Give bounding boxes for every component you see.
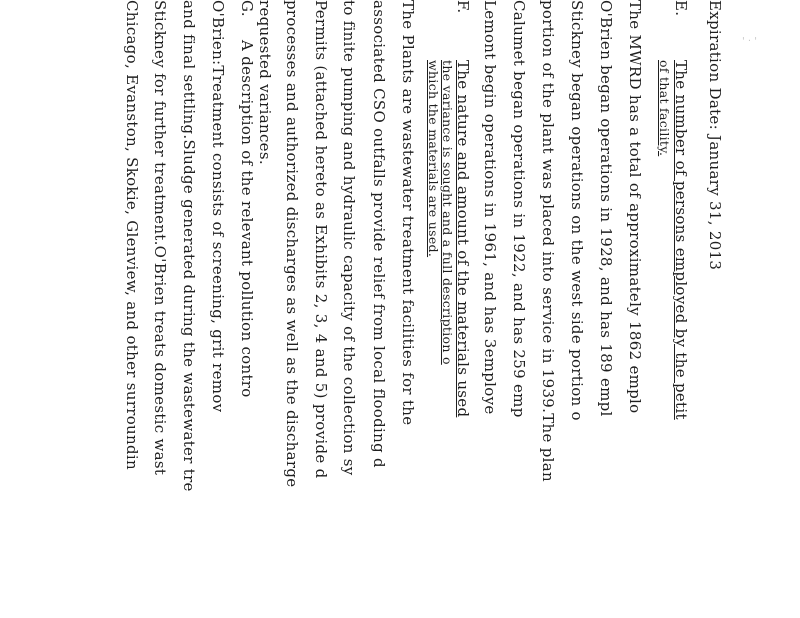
section-f-letter: F. bbox=[454, 0, 472, 14]
section-e-heading-line-1: The number of persons employed by the petit bbox=[672, 60, 690, 420]
section-e-heading-line-2: of that facility. bbox=[657, 60, 672, 157]
section-f-heading-line-1: The nature and amount of the materials used bbox=[454, 60, 472, 418]
para-f-line-5: processes and authorized discharges as well as the discharge bbox=[283, 0, 301, 488]
para-g-line-3: Stickney for further treatment.O'Brien treats domestic wast bbox=[151, 0, 169, 476]
para-e-line-6: Lemont begin operations in 1961, and has 3employe bbox=[481, 0, 499, 415]
para-e-line-2: O'Brien began operations in 1928, and has 189 empl bbox=[597, 0, 615, 417]
para-e-line-1: The MWRD has a total of approximately 1862 emplo bbox=[626, 0, 644, 414]
para-g-line-1: O'Brien:Treatment consists of screening, grit remov bbox=[209, 0, 227, 413]
para-g-line-2: and final settling.Sludge generated during the wastewater tre bbox=[180, 0, 198, 492]
para-e-line-5: Calumet began operations in 1922, and has 259 emp bbox=[510, 0, 528, 418]
para-f-line-1: The Plants are wastewater treatment facilities for the bbox=[399, 0, 417, 426]
para-f-line-6: requested variances. bbox=[256, 0, 274, 165]
section-g-heading: A description of the relevant pollution contro bbox=[238, 40, 256, 398]
para-f-line-2: associated CSO outfalls provide relief from local flooding d bbox=[370, 0, 388, 468]
para-f-line-4: Permits (attached hereto as Exhibits 2, 3, 4 and 5) provide d bbox=[312, 0, 330, 479]
section-g-letter: G. bbox=[238, 0, 256, 17]
para-g-line-4: Chicago, Evanston, Skokie, Glenview, and other surroundin bbox=[123, 0, 141, 470]
section-f-heading-line-2: the variance is sought and a full description o bbox=[440, 60, 455, 365]
scan-artifact bbox=[742, 36, 760, 48]
expiration-date: Expiration Date: January 31, 2013 bbox=[706, 0, 724, 271]
para-f-line-3: to finite pumping and hydraulic capacity of the collection sy bbox=[340, 0, 358, 476]
section-f-heading-line-3: which the materials are used. bbox=[426, 60, 441, 258]
section-e-letter: E. bbox=[672, 0, 690, 17]
para-e-line-3: Stickney began operations on the west side portion o bbox=[568, 0, 586, 421]
para-e-line-4: portion of the plant was placed into service in 1939.The plan bbox=[539, 0, 557, 482]
